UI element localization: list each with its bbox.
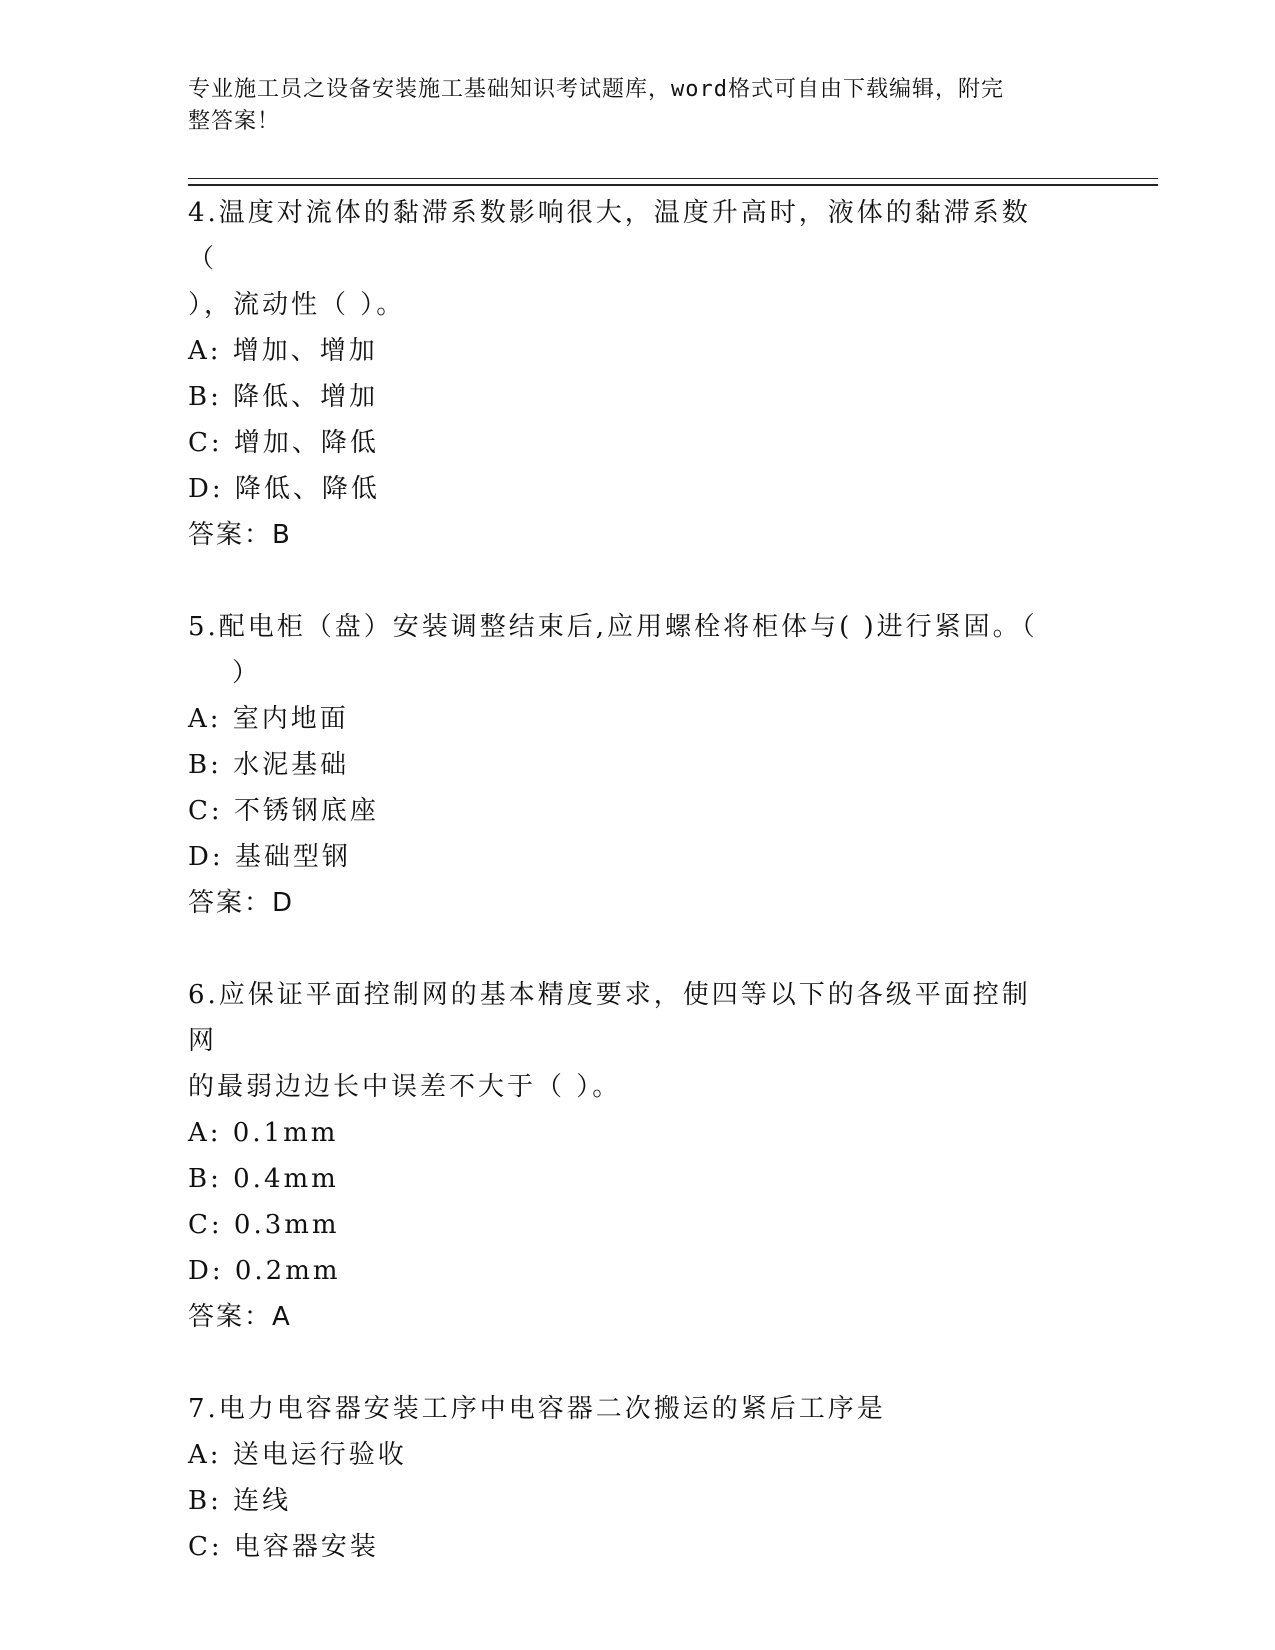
question-list [188, 190, 1068, 1616]
option-c: C: 电容器安装 [188, 1532, 379, 1562]
question-7 [188, 1386, 1068, 1570]
option-d: D: 降低、降低 [188, 474, 380, 504]
answer-label: 答案：A [188, 1302, 292, 1332]
option-d: D: 0.2mm [188, 1256, 341, 1286]
option-b: B: 0.4mm [188, 1164, 339, 1194]
question-5 [188, 604, 1068, 926]
question-stem-continued: ） [232, 658, 262, 688]
option-c: C: 增加、降低 [188, 428, 379, 458]
question-stem: 6.应保证平面控制网的基本精度要求，使四等以下的各级平面控制网 [188, 980, 1031, 1056]
option-a: A: 室内地面 [188, 704, 349, 734]
header-line-1: 专业施工员之设备安装施工基础知识考试题库，word格式可自由下载编辑，附完 [188, 77, 1004, 102]
option-d: D: 基础型钢 [188, 842, 351, 872]
answer-label: 答案：D [188, 888, 295, 918]
question-stem-continued: 的最弱边边长中误差不大于（ ）。 [188, 1072, 622, 1102]
header-divider-top [188, 178, 1158, 179]
question-stem: 7.电力电容器安装工序中电容器二次搬运的紧后工序是 [188, 1394, 886, 1424]
answer-label: 答案：B [188, 520, 292, 550]
option-b: B: 降低、增加 [188, 382, 379, 412]
question-6 [188, 972, 1068, 1340]
header-divider-bottom [188, 184, 1158, 186]
option-c: C: 0.3mm [188, 1210, 340, 1240]
header-line-2: 整答案！ [188, 109, 281, 134]
question-stem: 4.温度对流体的黏滞系数影响很大，温度升高时，液体的黏滞系数（ [188, 198, 1031, 274]
question-stem: 5.配电柜（盘）安装调整结束后,应用螺栓将柜体与( )进行紧固。（ [188, 612, 1038, 642]
option-b: B: 连线 [188, 1486, 292, 1516]
question-4 [188, 190, 1068, 558]
option-b: B: 水泥基础 [188, 750, 350, 780]
question-stem-continued: ），流动性（ ）。 [188, 290, 406, 320]
option-a: A: 增加、增加 [188, 336, 378, 366]
option-a: A: 0.1mm [188, 1118, 339, 1148]
option-c: C: 不锈钢底座 [188, 796, 379, 826]
document-header [188, 74, 1058, 138]
option-a: A: 送电运行验收 [188, 1440, 407, 1470]
